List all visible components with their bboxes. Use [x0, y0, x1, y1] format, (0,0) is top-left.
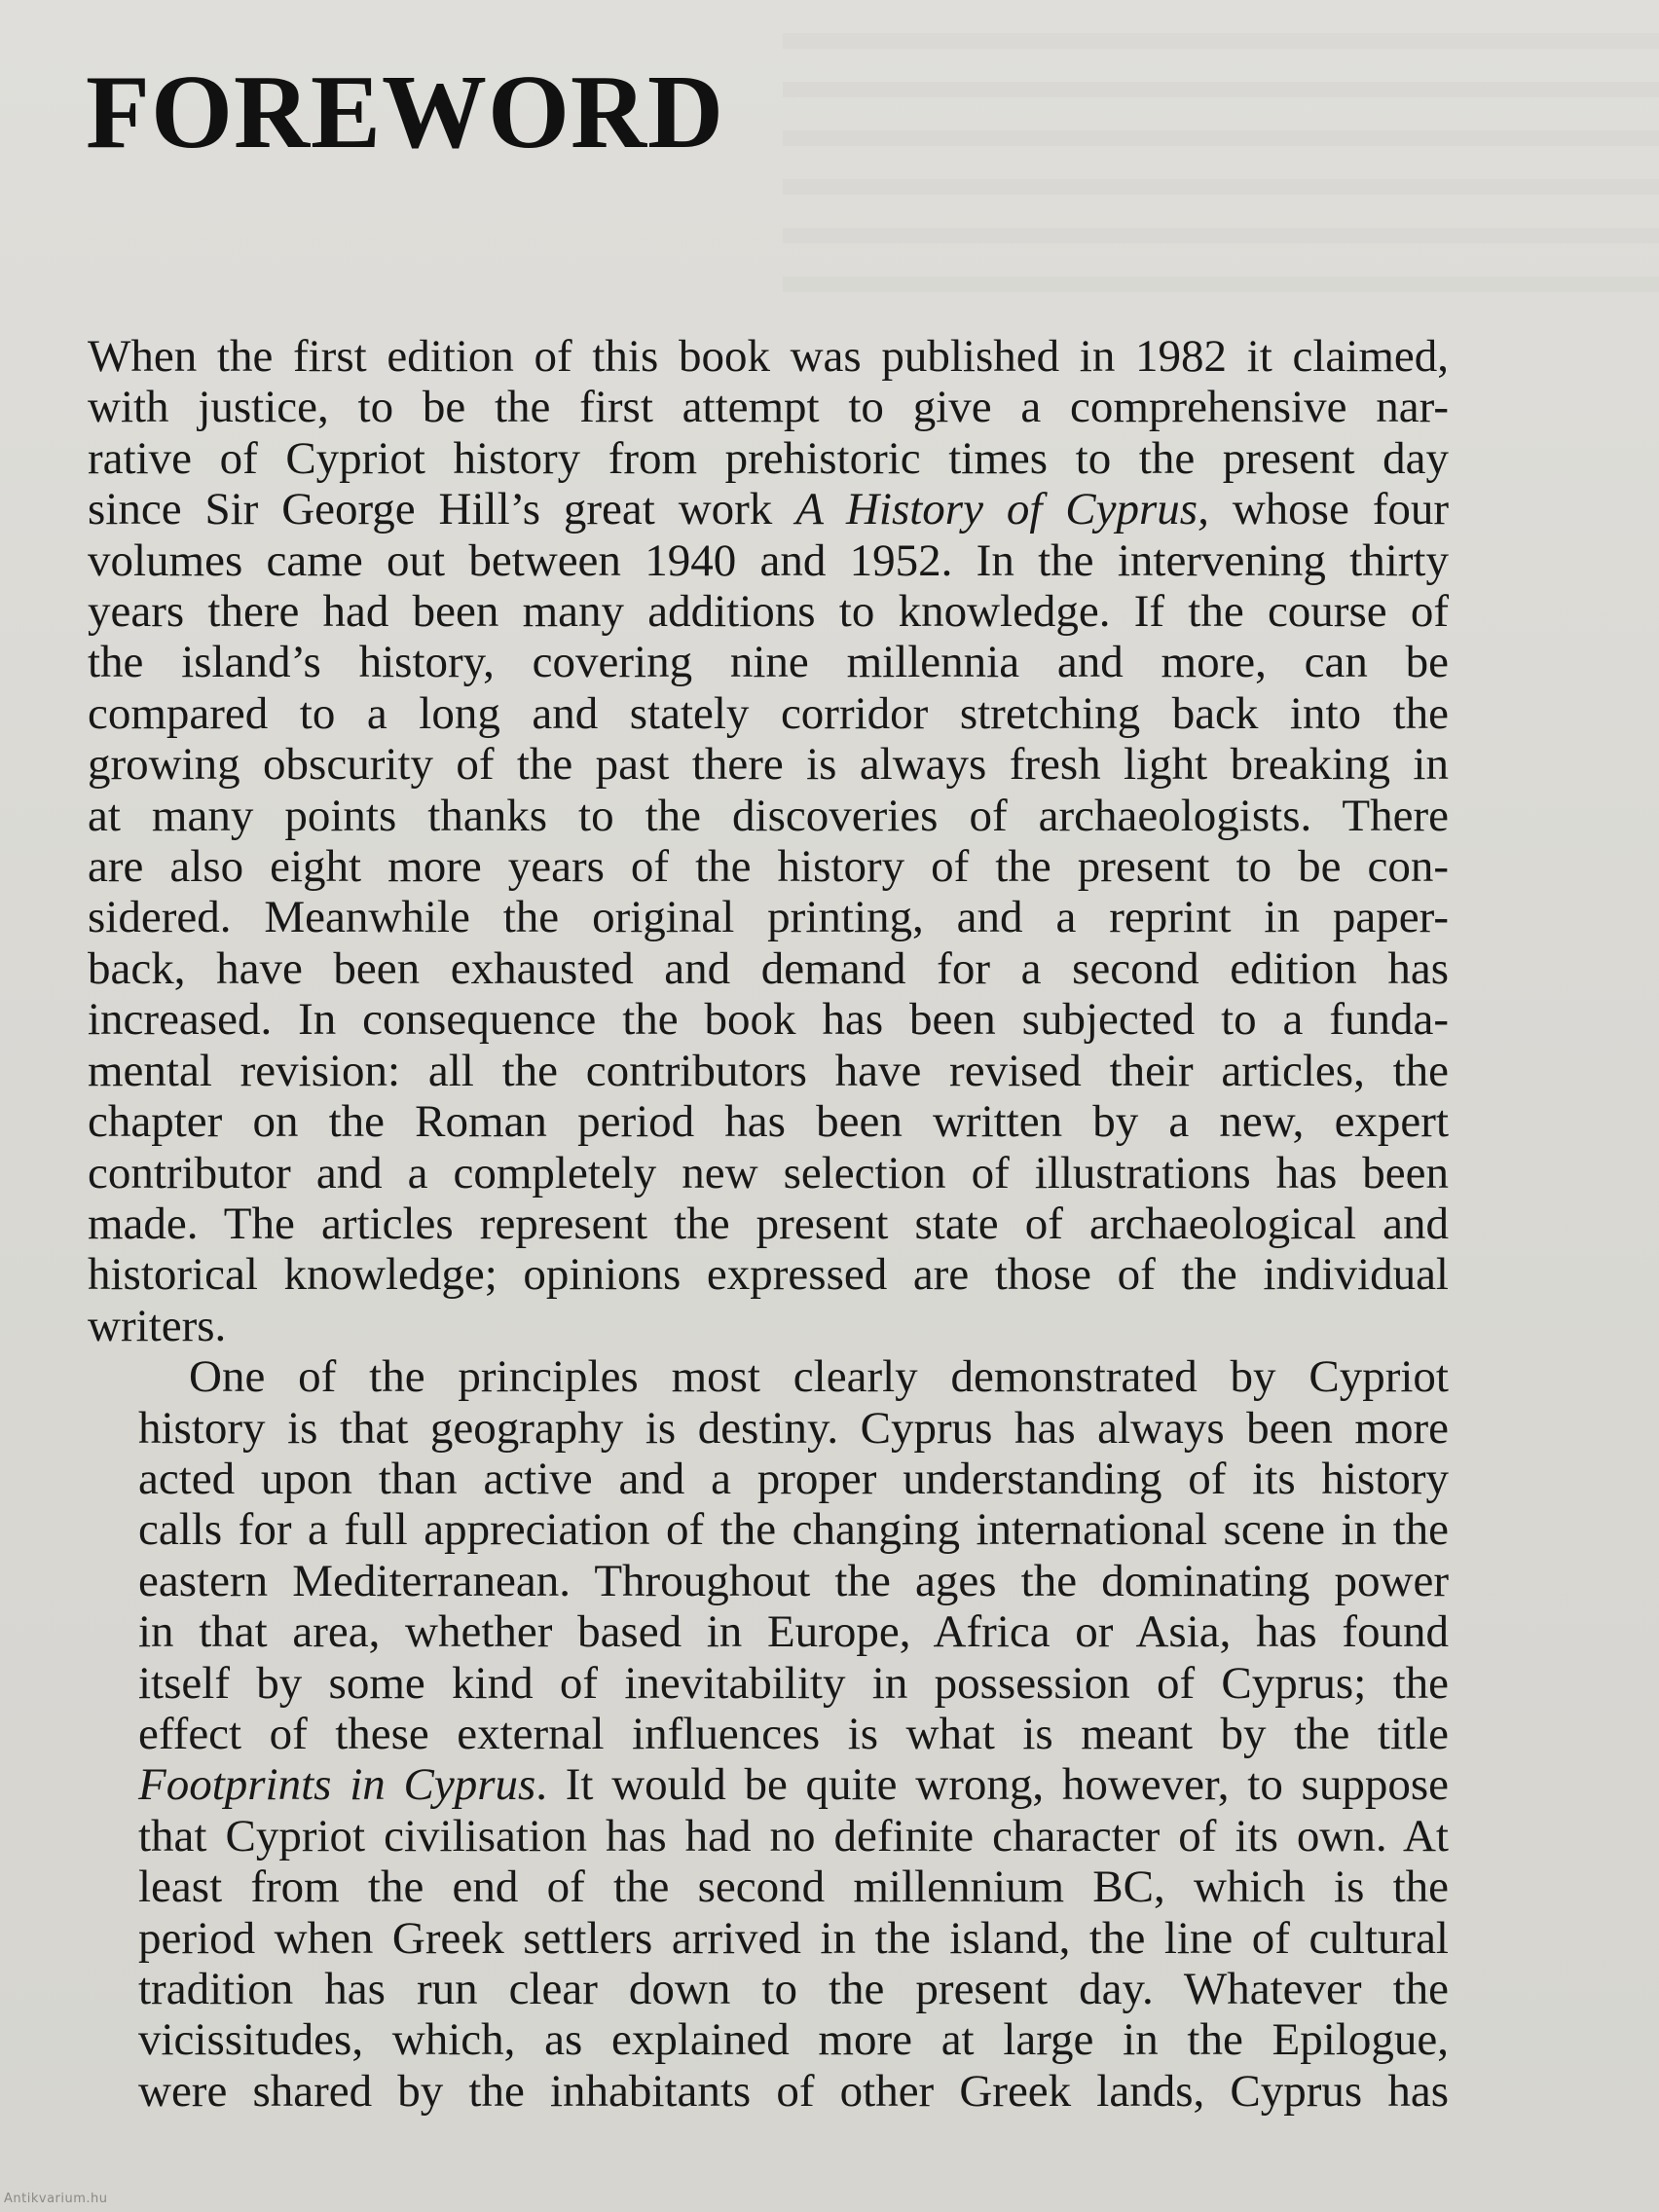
text-segment: . It would be quite wrong, however, to suppose — [535, 1759, 1449, 1811]
text-line: chapter on the Roman period has been written by a new, expert — [88, 1096, 1449, 1148]
text-segment: since Sir George Hill’s great work — [88, 484, 796, 535]
text-segment: whose four — [1208, 484, 1449, 535]
text-line: mental revision: all the contributors have revised their articles, the — [88, 1045, 1449, 1096]
text-line: the island’s history, covering nine millennia and more, can be — [88, 637, 1449, 688]
text-line: writers. — [88, 1300, 227, 1351]
paragraph-1 — [88, 331, 1449, 1351]
text-line: rative of Cypriot history from prehistoric times to the present day — [88, 432, 1449, 484]
book-title-italic: A History of Cyprus, — [795, 484, 1209, 535]
text-line: at many points thanks to the discoveries of archaeologists. There — [88, 790, 1449, 841]
foreword-body — [88, 331, 1449, 2117]
text-line: vicissitudes, which, as explained more at large in the Epilogue, — [138, 2014, 1449, 2066]
text-line: are also eight more years of the history of the present to be con- — [88, 841, 1449, 893]
text-line: years there had been many additions to knowledge. If the course of — [88, 586, 1449, 638]
text-line: When the first edition of this book was published in 1982 it claimed, — [88, 331, 1449, 382]
text-line: acted upon than active and a proper understanding of its history — [138, 1453, 1449, 1504]
text-line-with-title — [88, 1759, 1449, 1810]
text-line: history is that geography is destiny. Cyprus has always been more — [138, 1402, 1449, 1454]
text-line-with-title — [88, 484, 1449, 535]
text-line: made. The articles represent the present state of archaeological and — [88, 1198, 1449, 1249]
book-title-italic: Footprints in Cyprus — [138, 1759, 536, 1811]
text-line: least from the end of the second millennium BC, which is the — [138, 1862, 1449, 1913]
text-line: in that area, whether based in Europe, Africa or Asia, has found — [138, 1606, 1449, 1658]
text-line: effect of these external influences is what is meant by the title — [138, 1708, 1449, 1759]
text-line: were shared by the inhabitants of other Greek lands, Cyprus has — [138, 2065, 1449, 2117]
text-line: sidered. Meanwhile the original printing, and a reprint in paper- — [88, 892, 1449, 943]
text-line: tradition has run clear down to the present day. Whatever the — [138, 1964, 1449, 2014]
text-line: growing obscurity of the past there is always fresh light breaking in — [88, 739, 1449, 791]
text-line: historical knowledge; opinions expressed are those of the individual — [88, 1249, 1449, 1301]
text-line: calls for a full appreciation of the changing international scene in the — [138, 1504, 1449, 1556]
text-line: increased. In consequence the book has been subjected to a funda- — [88, 994, 1449, 1046]
text-line: compared to a long and stately corridor stretching back into the — [88, 687, 1449, 739]
text-line: eastern Mediterranean. Throughout the ages the dominating power — [138, 1555, 1449, 1606]
text-line: with justice, to be the first attempt to give a comprehensive nar- — [88, 382, 1449, 433]
text-line: One of the principles most clearly demonstrated by Cypriot — [189, 1351, 1449, 1403]
paragraph-2 — [88, 1351, 1449, 2117]
text-line: contributor and a completely new selection of illustrations has been — [88, 1147, 1449, 1198]
watermark: Antikvarium.hu — [4, 2192, 108, 2206]
bleed-through-texture — [783, 0, 1659, 321]
text-line: itself by some kind of inevitability in possession of Cyprus; the — [138, 1657, 1449, 1709]
text-line: back, have been exhausted and demand for a second edition has — [88, 942, 1449, 994]
page-title: FOREWORD — [86, 55, 724, 170]
text-line: volumes came out between 1940 and 1952. In the intervening thirty — [88, 535, 1449, 586]
text-line: period when Greek settlers arrived in the island, the line of cultural — [138, 1912, 1449, 1964]
text-line: that Cypriot civilisation has had no definite character of its own. At — [138, 1810, 1449, 1862]
